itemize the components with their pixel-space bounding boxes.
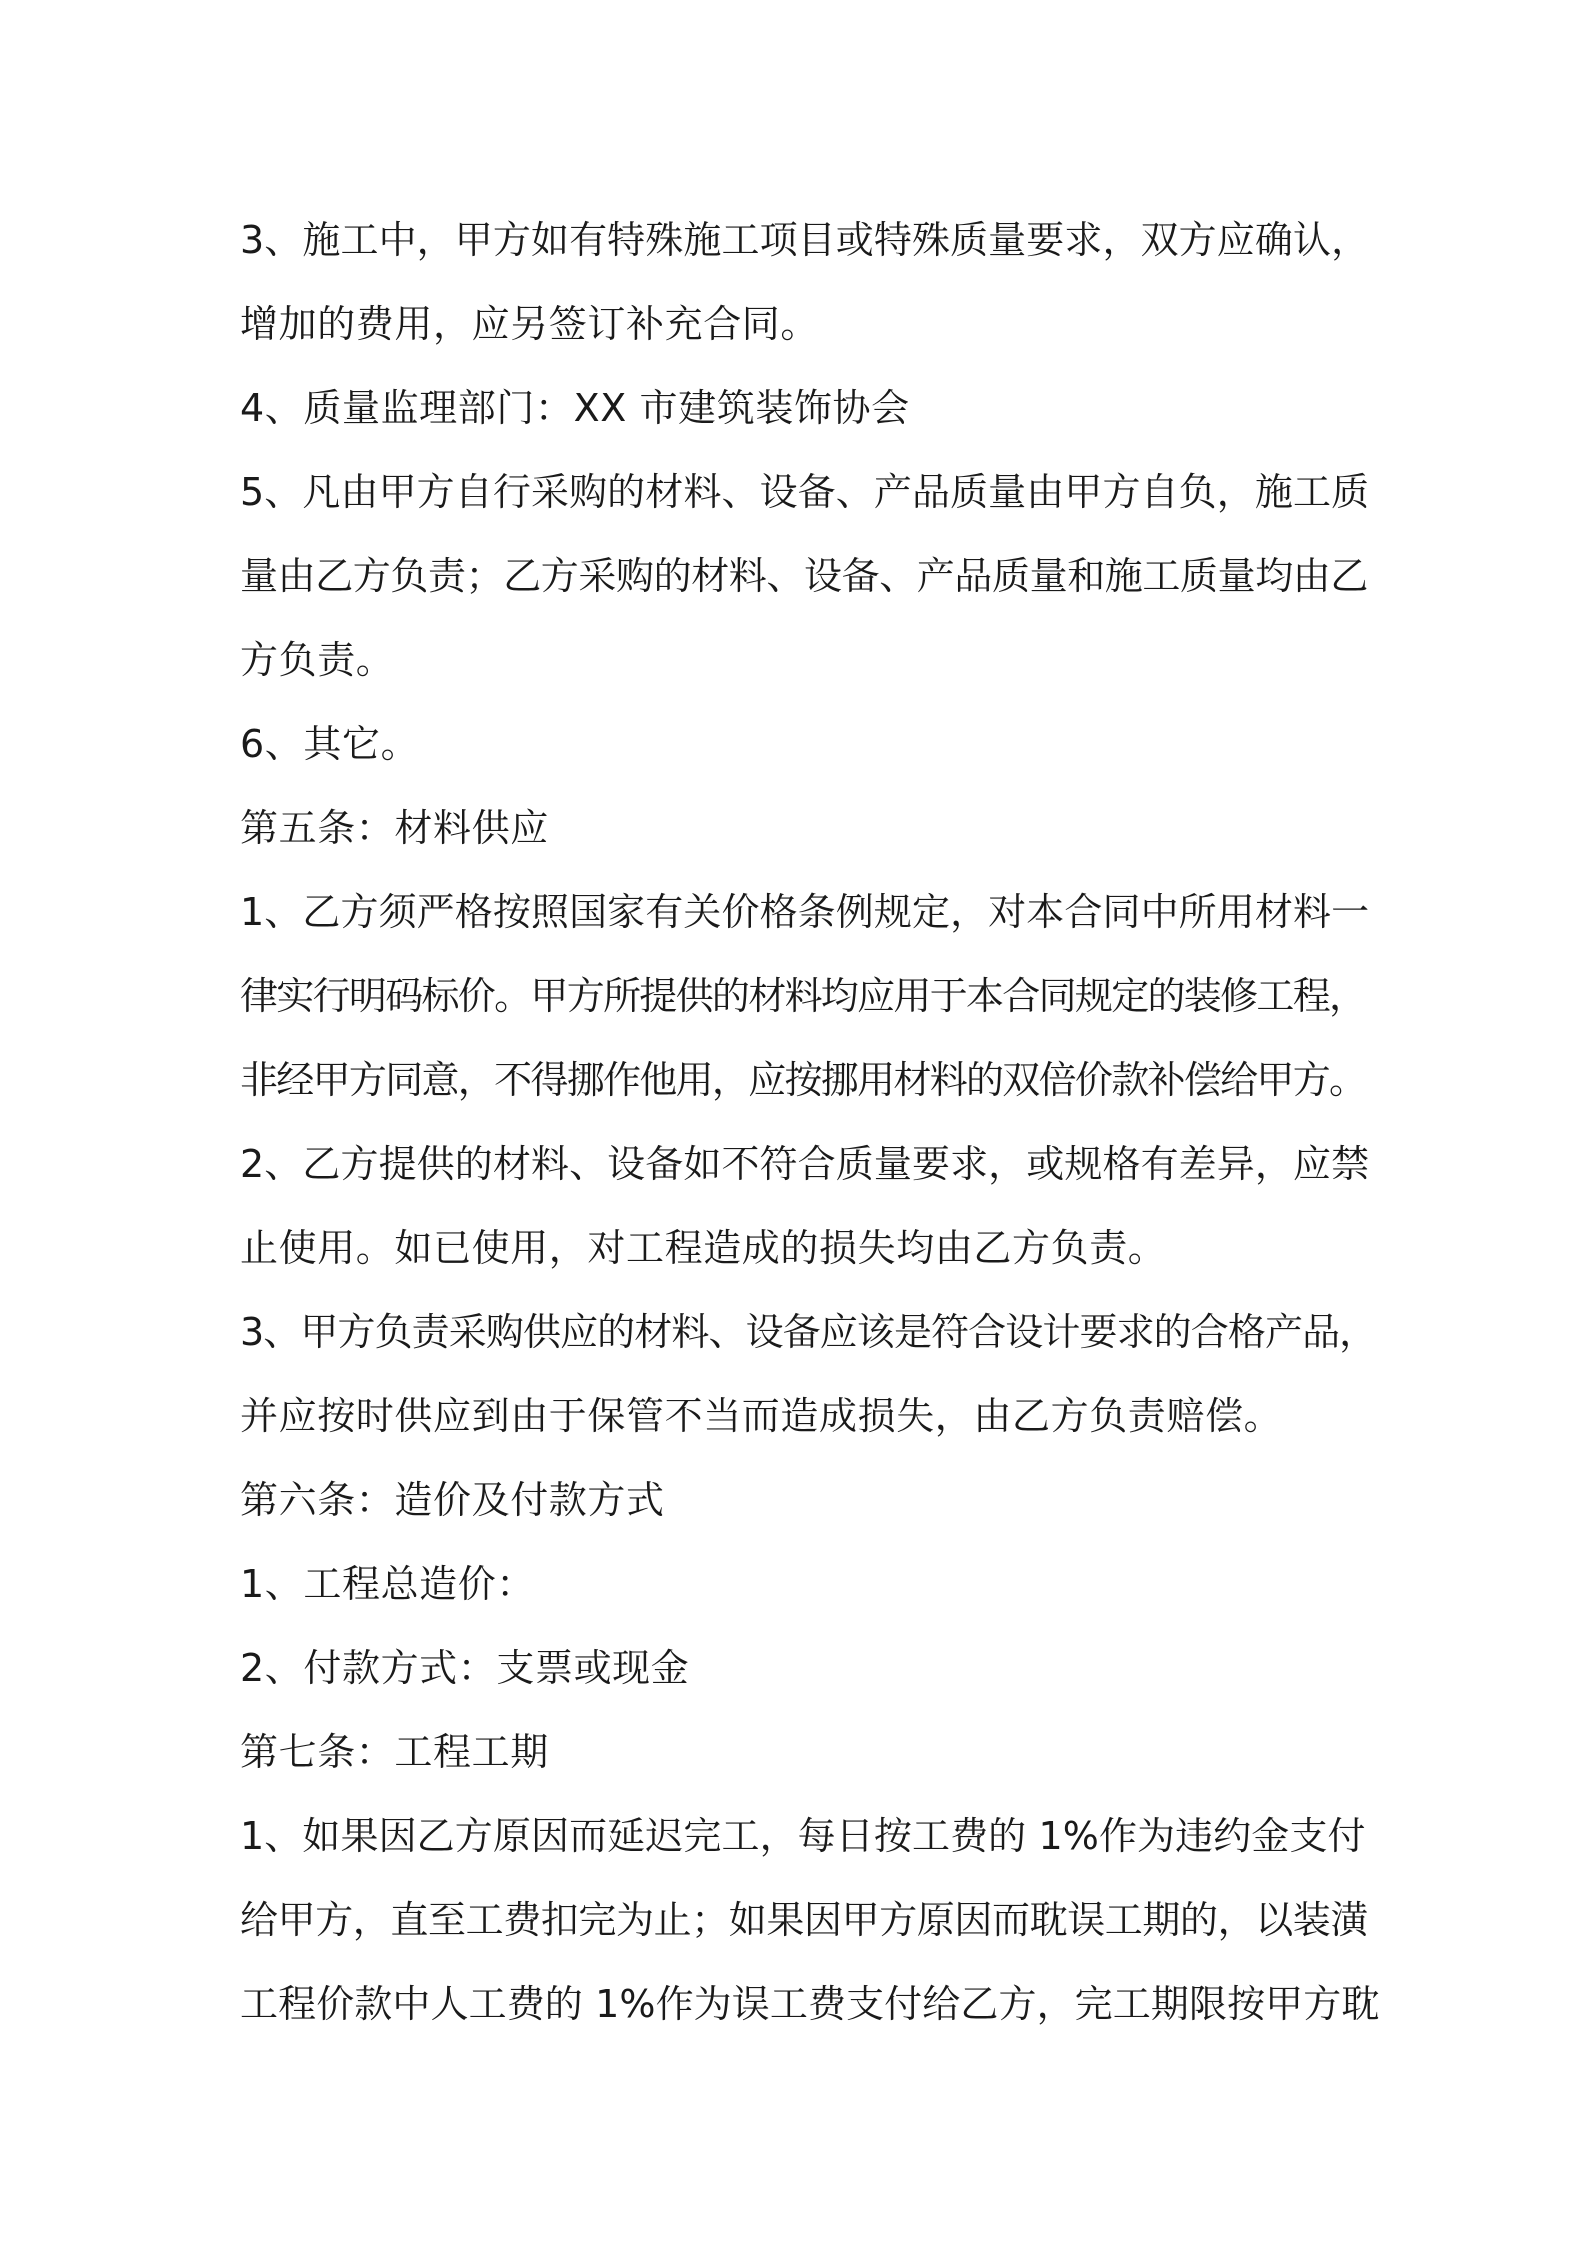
clause-5-line-1: 5、凡由甲方自行采购的材料、设备、产品质量由甲方自负，施工质 <box>240 470 1370 514</box>
article-6-clause-1: 1、工程总造价： <box>240 1562 535 1606</box>
article-5-clause-1-line-1: 1、乙方须严格按照国家有关价格条例规定，对本合同中所用材料一 <box>240 890 1370 934</box>
clause-6-line: 6、其它。 <box>240 722 420 766</box>
article-5-heading: 第五条：材料供应 <box>240 806 549 850</box>
contract-page <box>240 198 1380 2046</box>
article-5-clause-3-line-2: 并应按时供应到由于保管不当而造成损失，由乙方负责赔偿。 <box>240 1394 1283 1438</box>
article-7-clause-1-line-3: 工程价款中人工费的 1%作为误工费支付给乙方，完工期限按甲方耽 <box>240 1982 1380 2026</box>
clause-3-line-1: 3、施工中，甲方如有特殊施工项目或特殊质量要求，双方应确认， <box>240 218 1370 262</box>
article-5-clause-1-line-2: 律实行明码标价。甲方所提供的材料均应用于本合同规定的装修工程， <box>240 974 1366 1018</box>
article-6-clause-2: 2、付款方式：支票或现金 <box>240 1646 690 1690</box>
clause-3-line-2: 增加的费用，应另签订补充合同。 <box>240 302 820 346</box>
article-5-clause-2-line-1: 2、乙方提供的材料、设备如不符合质量要求，或规格有差异，应禁 <box>240 1142 1370 1186</box>
article-6-heading: 第六条：造价及付款方式 <box>240 1478 665 1522</box>
article-5-clause-1-line-3: 非经甲方同意，不得挪作他用，应按挪用材料的双倍价款补偿给甲方。 <box>240 1058 1366 1102</box>
article-7-heading: 第七条：工程工期 <box>240 1730 549 1774</box>
article-7-clause-1-line-2: 给甲方，直至工费扣完为止；如果因甲方原因而耽误工期的，以装潢 <box>240 1898 1369 1942</box>
clause-5-line-3: 方负责。 <box>240 638 395 682</box>
article-5-clause-3-line-1: 3、甲方负责采购供应的材料、设备应该是符合设计要求的合格产品， <box>240 1310 1377 1354</box>
clause-5-line-2: 量由乙方负责；乙方采购的材料、设备、产品质量和施工质量均由乙 <box>240 554 1369 598</box>
article-5-clause-2-line-2: 止使用。如已使用，对工程造成的损失均由乙方负责。 <box>240 1226 1167 1270</box>
clause-4-line: 4、质量监理部门：XX 市建筑装饰协会 <box>240 386 910 430</box>
article-7-clause-1-line-1: 1、如果因乙方原因而延迟完工，每日按工费的 1%作为违约金支付 <box>240 1814 1366 1858</box>
